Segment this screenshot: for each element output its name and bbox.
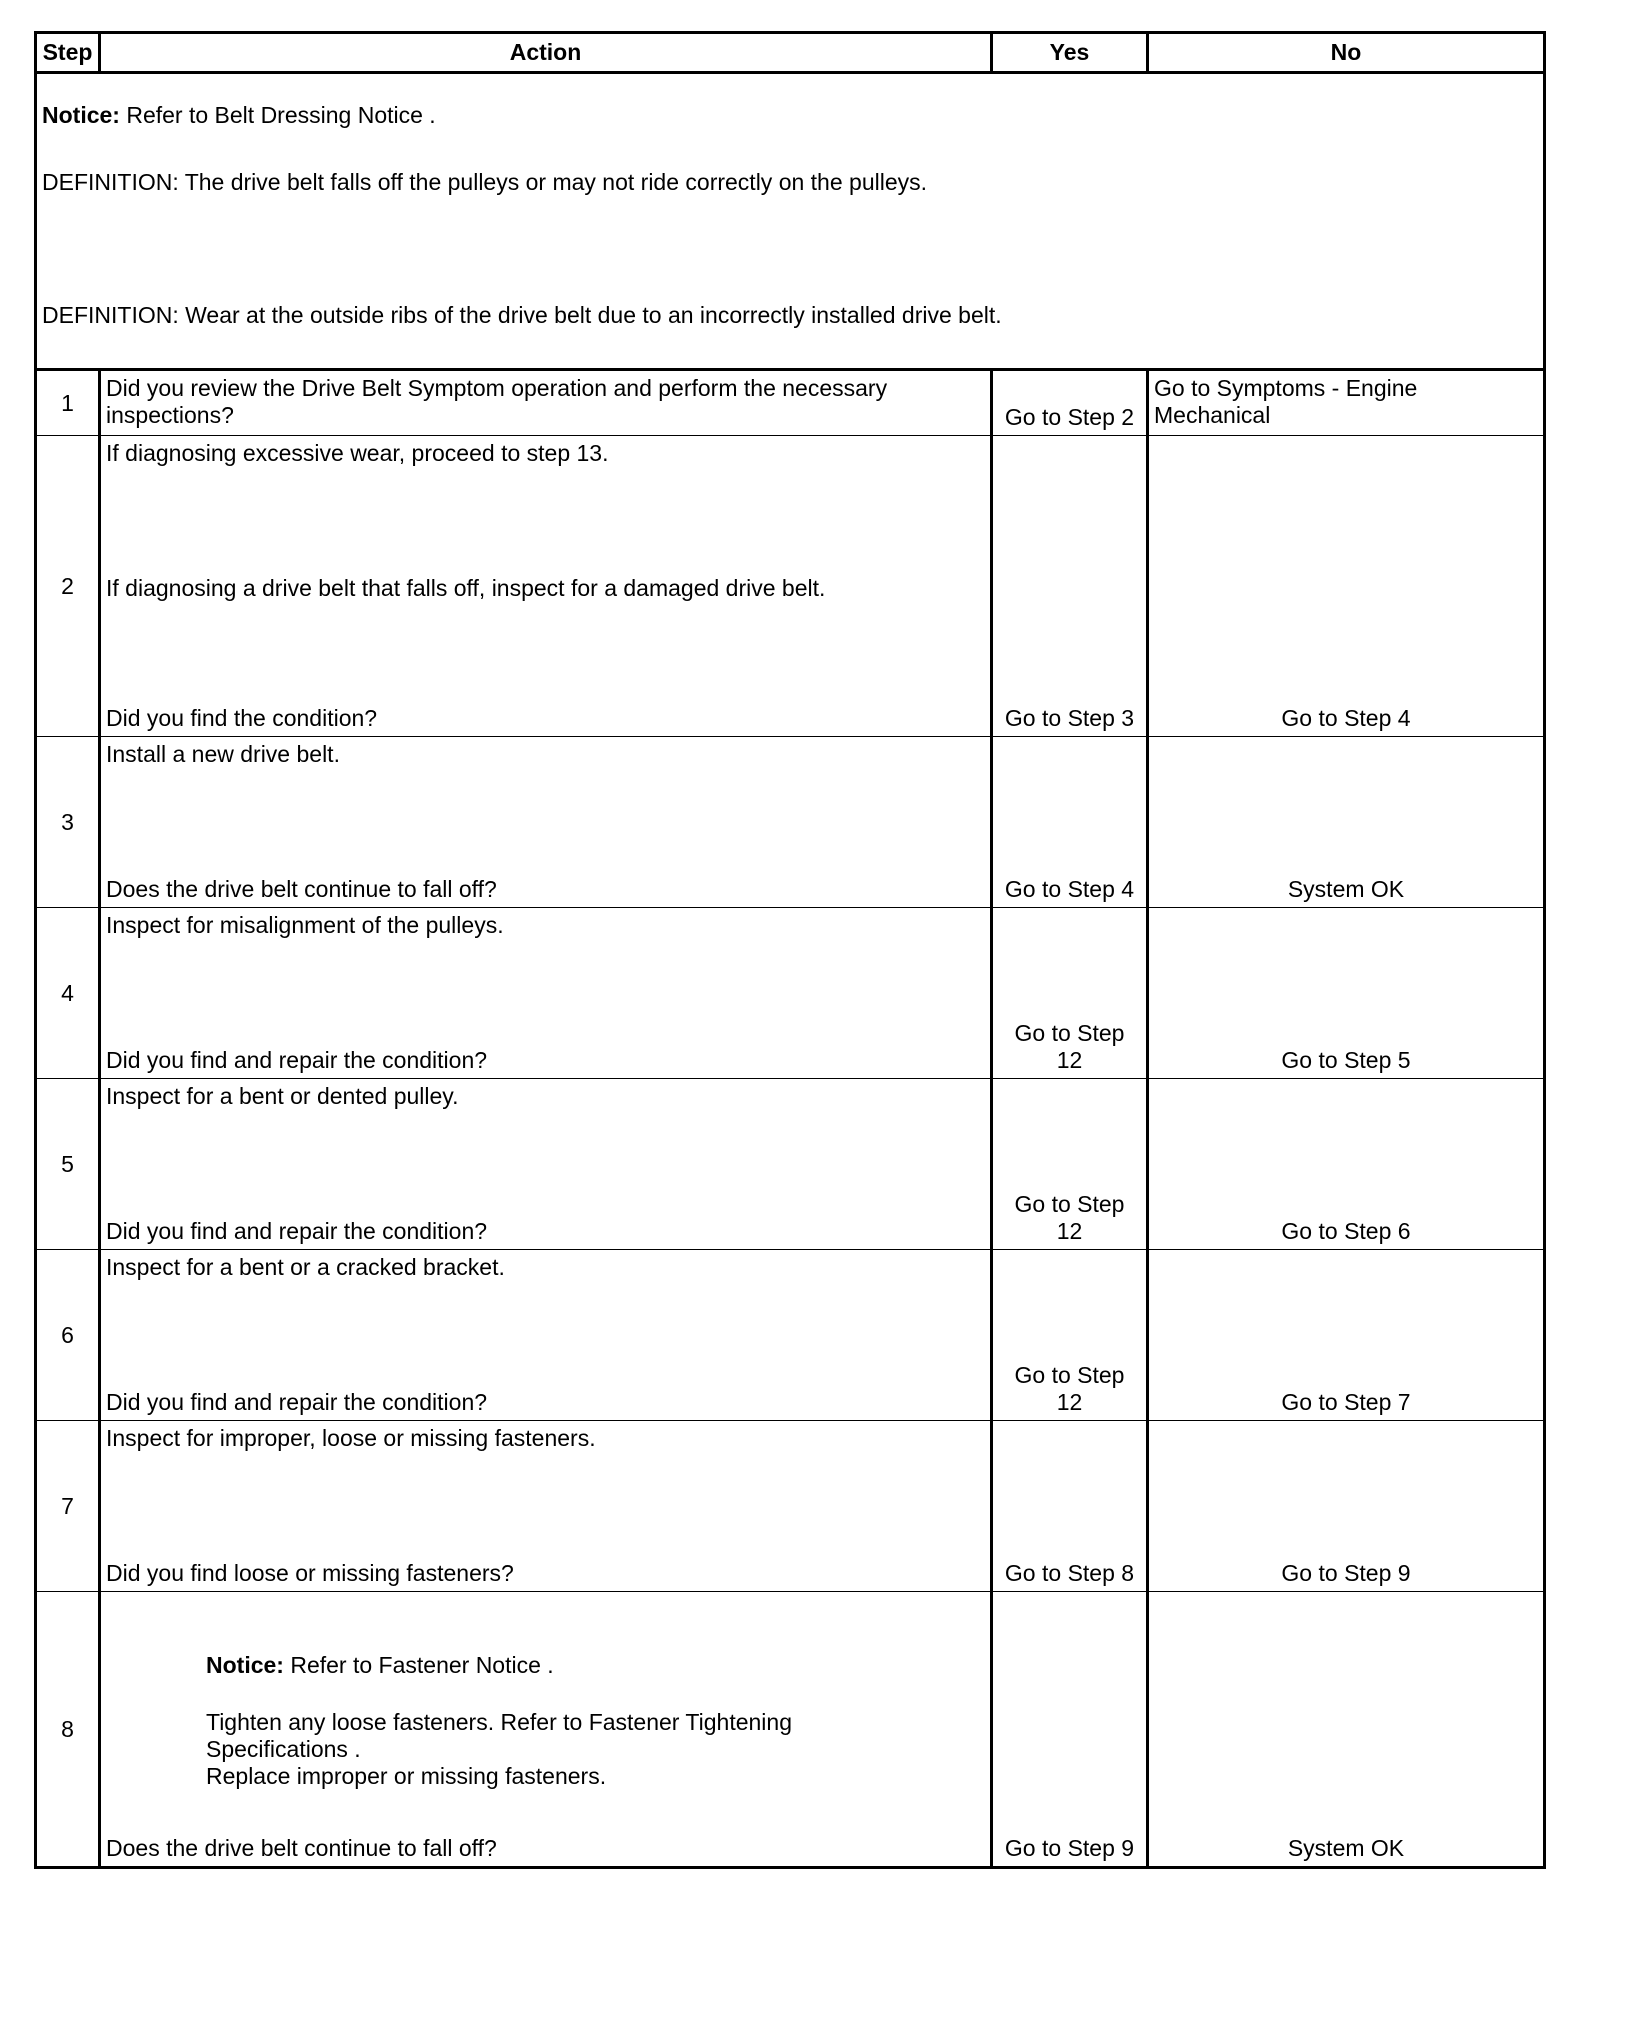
step-number: 4 bbox=[37, 908, 101, 1079]
step-number: 8 bbox=[37, 1592, 101, 1866]
step-no: Go to Step 5 bbox=[1149, 908, 1543, 1079]
notice-label: Notice: bbox=[42, 102, 120, 128]
step-no: System OK bbox=[1149, 737, 1543, 908]
step-yes: Go to Step 12 bbox=[993, 1079, 1149, 1250]
table-row bbox=[37, 1250, 1543, 1421]
step-yes: Go to Step 12 bbox=[993, 1250, 1149, 1421]
step-no: Go to Step 9 bbox=[1149, 1421, 1543, 1592]
step-no: Go to Step 6 bbox=[1149, 1079, 1543, 1250]
step-number: 2 bbox=[37, 436, 101, 737]
table-row bbox=[37, 1421, 1543, 1592]
step-yes: Go to Step 4 bbox=[993, 737, 1149, 908]
step-number: 3 bbox=[37, 737, 101, 908]
table-row bbox=[37, 737, 1543, 908]
step-no: Go to Step 7 bbox=[1149, 1250, 1543, 1421]
step-yes: Go to Step 3 bbox=[993, 436, 1149, 737]
step-action: Inspect for misalignment of the pulleys. Did you find and repair the condition? bbox=[101, 908, 993, 1079]
fastener-notice-text: Refer to Fastener Notice . bbox=[283, 1652, 554, 1678]
step-no: Go to Step 4 bbox=[1149, 436, 1543, 737]
step-yes: Go to Step 9 bbox=[993, 1592, 1149, 1866]
intro-cell bbox=[37, 74, 1543, 371]
intro-row bbox=[37, 74, 1543, 371]
step-no: Go to Symptoms - Engine Mechanical bbox=[1149, 371, 1543, 436]
table-row bbox=[37, 1079, 1543, 1250]
step-action: If diagnosing excessive wear, proceed to step 13. If diagnosing a drive belt that falls off, inspect for a damaged drive belt. Did you find the condition? bbox=[101, 436, 993, 737]
step-yes: Go to Step 2 bbox=[993, 371, 1149, 436]
step-number: 6 bbox=[37, 1250, 101, 1421]
header-step: Step bbox=[37, 34, 101, 74]
diagnostic-table bbox=[34, 31, 1546, 1869]
step-action: Inspect for a bent or a cracked bracket. Did you find and repair the condition? bbox=[101, 1250, 993, 1421]
step-number: 7 bbox=[37, 1421, 101, 1592]
step-number: 5 bbox=[37, 1079, 101, 1250]
fastener-notice-label: Notice: bbox=[206, 1652, 284, 1678]
step-number: 1 bbox=[37, 371, 101, 436]
table-row bbox=[37, 1592, 1543, 1866]
step-yes: Go to Step 12 bbox=[993, 908, 1149, 1079]
table-header-row bbox=[37, 34, 1543, 74]
header-action: Action bbox=[101, 34, 993, 74]
table-row bbox=[37, 908, 1543, 1079]
step-action: Did you review the Drive Belt Symptom operation and perform the necessary inspections? bbox=[101, 371, 993, 436]
header-no: No bbox=[1149, 34, 1543, 74]
header-yes: Yes bbox=[993, 34, 1149, 74]
step-yes: Go to Step 8 bbox=[993, 1421, 1149, 1592]
table-row bbox=[37, 436, 1543, 737]
step-action: Notice: Refer to Fastener Notice . Tighten any loose fasteners. Refer to Fastener Tightening Specifications . Replace improper or missing fasteners. Does the drive belt continue to fall off? bbox=[101, 1592, 993, 1866]
step-action: Install a new drive belt. Does the drive belt continue to fall off? bbox=[101, 737, 993, 908]
step-action: Inspect for a bent or dented pulley. Did you find and repair the condition? bbox=[101, 1079, 993, 1250]
notice-text: Refer to Belt Dressing Notice . bbox=[119, 102, 436, 128]
table-row bbox=[37, 371, 1543, 436]
definition-falls-off: DEFINITION: The drive belt falls off the pulleys or may not ride correctly on the pulleys. bbox=[42, 169, 928, 195]
step-no: System OK bbox=[1287, 1835, 1405, 1861]
step-action: Inspect for improper, loose or missing fasteners. Did you find loose or missing fasteners? bbox=[101, 1421, 993, 1592]
definition-wear: DEFINITION: Wear at the outside ribs of the drive belt due to an incorrectly installed drive belt. bbox=[42, 302, 1002, 328]
